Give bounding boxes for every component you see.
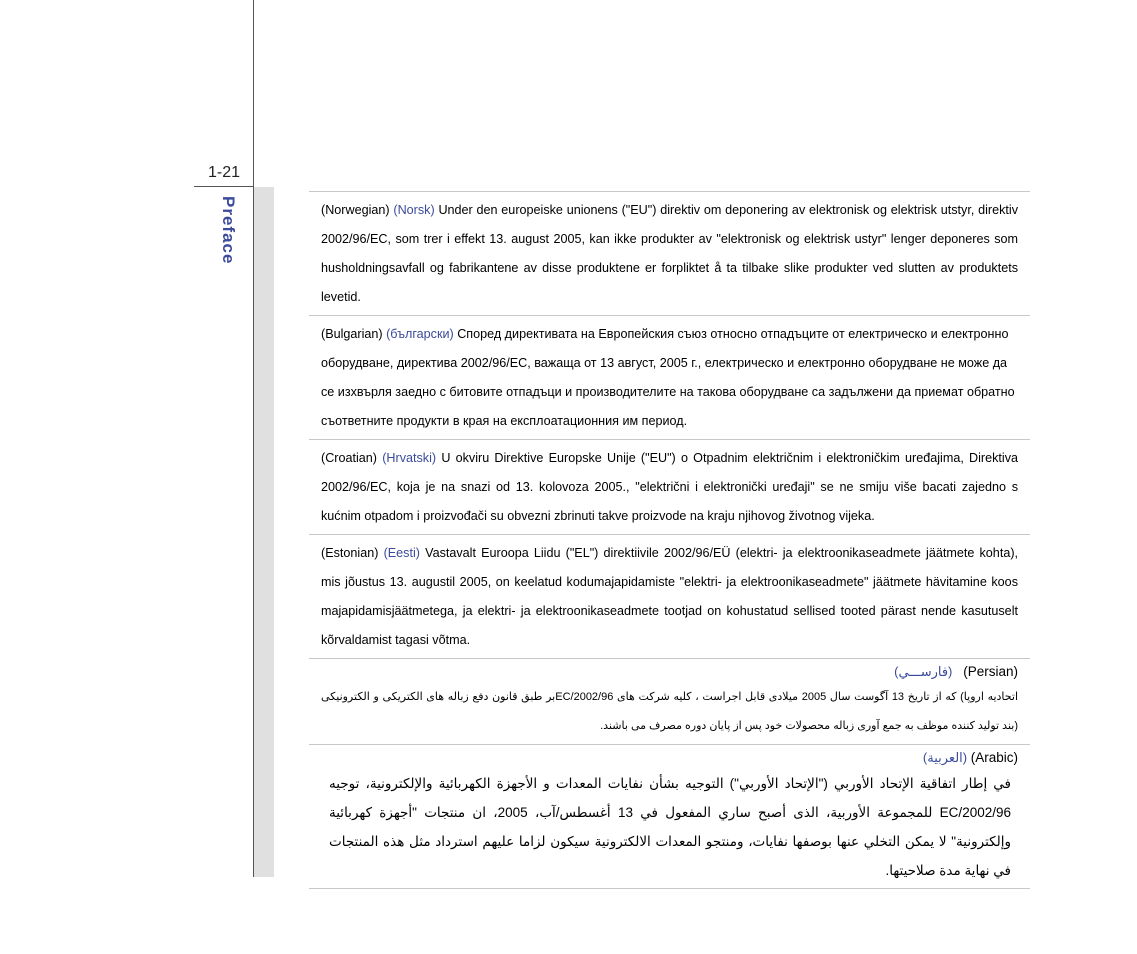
paragraph-text: اتحادیه اروپا) که از تاریخ 13 آگوست سال 2005 میلادی قابل اجراست ، کلیه شرکت های 2002/96/ECبر طبق قانون دفع زباله های الکتریکی و الکترونیکی (بند تولید کننده موظف به جمع آوری زباله محصولات خود پس از پایان دوره مصرف می باشند.: [321, 691, 1018, 732]
content-area: [309, 191, 1030, 889]
language-name-english: (Estonian): [321, 546, 379, 560]
paragraph-text: في إطار اتفاقية الإتحاد الأوربي ("الإتحاد الأوربي") التوجيه بشأن نفايات المعدات و الأجهزة الكهربائية والإلكترونية، توجيه 2002/96/EC للمجموعة الأوربية، الذى أصبح ساري المفعول في 13 أغسطس/آب، 2005، ان منتجات "أجهزة كهربائية وإلكترونية" لا يمكن التخلي عنها بوصفها نفايات، ومنتجو المعدات الالكترونية سيكون لزاما عليهم استرداد مثل هذه المنتجات في نهاية مدة صلاحيتها.: [329, 776, 1011, 878]
section-label: Preface: [219, 196, 238, 265]
paragraph-arabic: [309, 744, 1030, 889]
language-name-english: (Croatian): [321, 451, 377, 465]
language-name-native: (Norsk): [393, 203, 435, 217]
paragraph-text: U okviru Direktive Europske Unije ("EU") o Otpadnim električnim i elektroničkim uređajima, Direktiva 2002/96/EC, koja je na snazi od 13. kolovoza 2005., "električni i elektronički uređaji" se ne smiju više bacati zajedno s kućnim otpadom i proizvođači su obvezni zbrinuti takve proizvode na kraju njihovog životnog vijeka.: [321, 451, 1019, 523]
paragraph-text: Според директивата на Европейския съюз относно отпадъците от електрическо и електронно оборудване, директива 2002/96/EC, важаща от 13 август, 2005 г., електрическо и електронно оборудване не може да се изхвърля заедно с битовите отпадъци и производителите на такова оборудване са задължени да приемат обратно съответните продукти в края на експлоатационния им период.: [321, 327, 1015, 428]
language-name-native: (فارســـي): [894, 664, 953, 679]
paragraph-croatian: [309, 439, 1030, 534]
paragraph-estonian: [309, 534, 1030, 658]
language-name-native: (български): [386, 327, 454, 341]
paragraph-persian: [309, 658, 1030, 744]
side-margin-bar: [254, 187, 274, 877]
language-heading: [321, 661, 1018, 683]
language-name-native: (Eesti): [383, 546, 420, 560]
page-number: 1-21: [208, 164, 241, 181]
language-heading: [321, 747, 1018, 769]
language-name-english: (Bulgarian): [321, 327, 383, 341]
paragraph-text: Under den europeiske unionens ("EU") direktiv om deponering av elektronisk og elektrisk utstyr, direktiv 2002/96/EC, som trer i effekt 13. august 2005, kan ikke produkter av "elektronisk og elektrisk ustyr" lenger deponeres som husholdningsavfall og fabrikantene av disse produktene er forpliktet å ta tilbake slike produkter ved slutten av produktets levetid.: [321, 203, 1019, 304]
language-name-native: (العربية): [922, 750, 968, 765]
paragraph-norwegian: [309, 191, 1030, 315]
language-name-native: (Hrvatski): [382, 451, 437, 465]
paragraph-text: Vastavalt Euroopa Liidu ("EL") direktiivile 2002/96/EÜ (elektri- ja elektroonikaseadmete jäätmete kohta), mis jõustus 13. augustil 2005, on keelatud kodumajapidamiste "elektri- ja elektroonikaseadmete" jäätmete hävitamine koos majapidamisjäätmetega, ja elektri- ja elektroonikaseadmete tootjad on kohustatud sellised tooted pärast nende kasutuselt kõrvaldamist tagasi võtma.: [321, 546, 1019, 647]
page-number-underline: [194, 186, 254, 187]
language-name-english: (Arabic): [970, 750, 1018, 765]
language-name-english: (Persian): [963, 664, 1018, 679]
paragraph-bulgarian: [309, 315, 1030, 439]
language-name-english: (Norwegian): [321, 203, 390, 217]
